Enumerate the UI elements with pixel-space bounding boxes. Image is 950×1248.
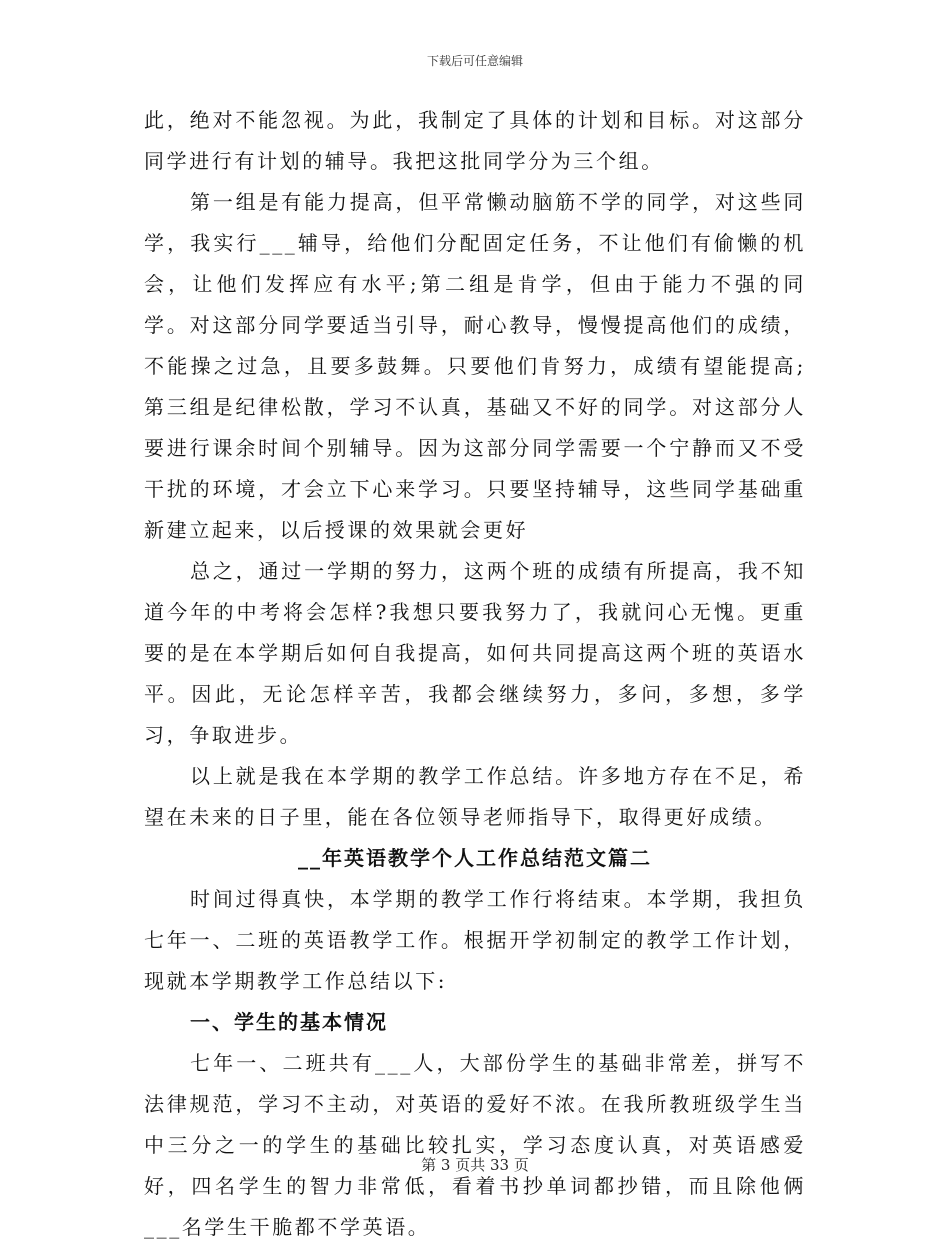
section-title: __年英语教学个人工作总结范文篇二 — [298, 846, 652, 870]
paragraph-closing: 以上就是我在本学期的教学工作总结。许多地方存在不足，希望在未来的日子里，能在各位领导老师指导下，取得更好成绩。 — [144, 764, 806, 829]
page-footer: 第 3 页共 33 页 — [421, 1156, 529, 1174]
page-header: 下载后可任意编辑 — [426, 54, 523, 68]
subheading-student-situation: 一、学生的基本情况 — [190, 1010, 388, 1034]
paragraph-continuation: 此，绝对不能忽视。为此，我制定了具体的计划和目标。对这部分同学进行有计划的辅导。我把这批同学分为三个组。 — [144, 108, 806, 173]
paragraph-groups: 第一组是有能力提高，但平常懒动脑筋不学的同学，对这些同学，我实行___辅导，给他们分配固定任务，不让他们有偷懒的机会，让他们发挥应有水平;第二组是肯学，但由于能力不强的同学。对这部分同学要适当引导，耐心教导，慢慢提高他们的成绩，不能操之过急，且要多鼓舞。只要他们肯努力，成绩有望能提高;第三组是纪律松散，学习不认真，基础又不好的同学。对这部分人要进行课余时间个别辅导。因为这部分同学需要一个宁静而又不受干扰的环境，才会立下心来学习。只要坚持辅导，这些同学基础重新建立起来，以后授课的效果就会更好 — [144, 190, 806, 542]
paragraph-summary: 总之，通过一学期的努力，这两个班的成绩有所提高，我不知道今年的中考将会怎样?我想只要我努力了，我就问心无愧。更重要的是在本学期后如何自我提高，如何共同提高这两个班的英语水平。因此，无论怎样辛苦，我都会继续努力，多问，多想，多学习，争取进步。 — [144, 559, 806, 747]
paragraph-student-situation: 七年一、二班共有___人，大部份学生的基础非常差，拼写不法律规范，学习不主动，对英语的爱好不浓。在我所教班级学生当中三分之一的学生的基础比较扎实，学习态度认真，对英语感爱好，四名学生的智力非常低，看着书抄单词都抄错，而且除他俩___名学生干脆都不学英语。 — [144, 1051, 806, 1239]
document-body — [144, 100, 806, 1248]
paragraph-intro: 时间过得真快，本学期的教学工作行将结束。本学期，我担负七年一、二班的英语教学工作。根据开学初制定的教学工作计划，现就本学期教学工作总结以下: — [144, 887, 806, 993]
